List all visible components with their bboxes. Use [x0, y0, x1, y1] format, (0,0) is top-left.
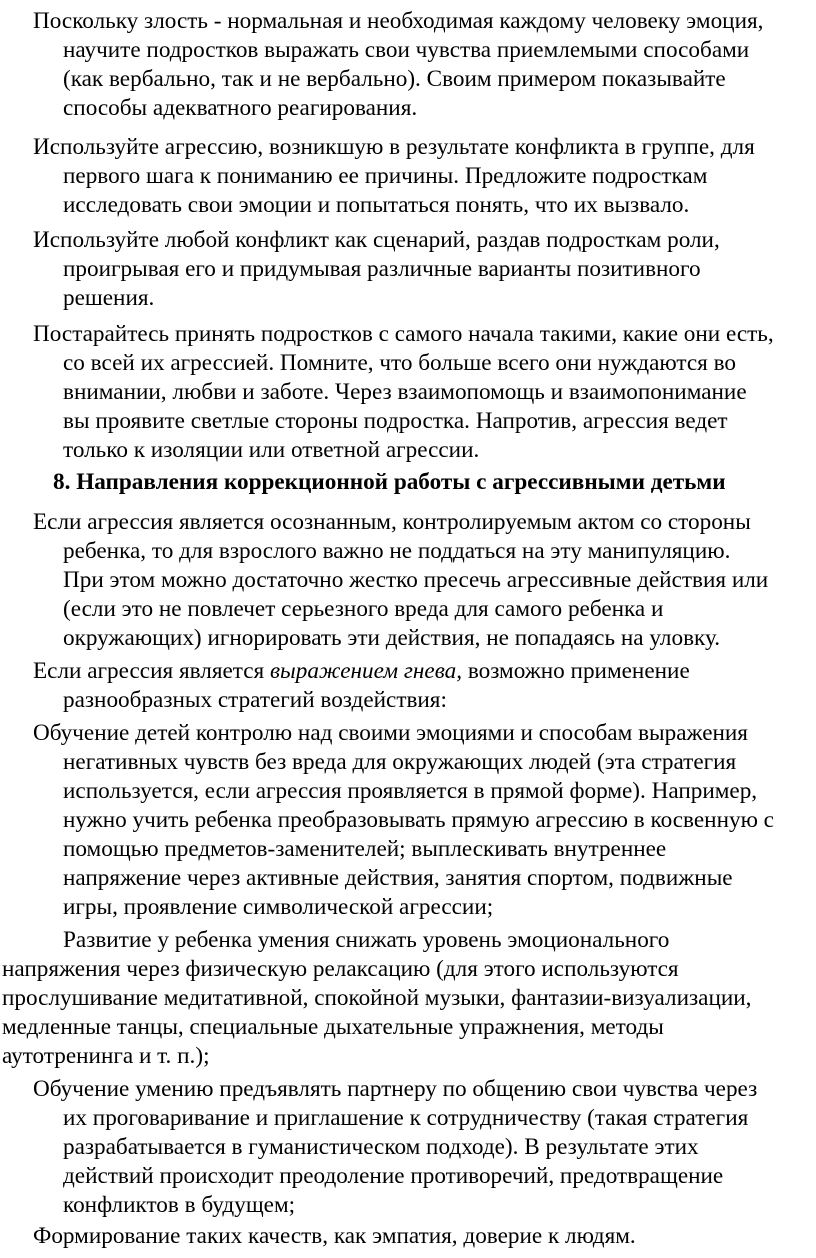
text-line: Используйте агрессию, возникшую в результате конфликта в группе, для — [33, 134, 755, 160]
text-line: При этом можно достаточно жестко пресечь агрессивные действия или — [63, 567, 769, 593]
text-line: проигрывая его и придумывая различные варианты позитивного — [63, 256, 701, 282]
italic-emphasis: выражением гнева, — [269, 658, 463, 684]
text-line: способы адекватного реагирования. — [63, 95, 418, 121]
text-line: Если агрессия является осознанным, контролируемым актом со стороны — [33, 509, 751, 535]
text-line: Обучение умению предъявлять партнеру по общению свои чувства через — [33, 1076, 758, 1102]
text-line: Поскольку злость - нормальная и необходимая каждому человеку эмоция, — [33, 8, 764, 34]
text-line: используется, если агрессия проявляется в прямой форме). Например, — [63, 778, 758, 804]
text-line: их проговаривание и приглашение к сотрудничеству (такая стратегия — [63, 1105, 749, 1131]
text-line: аутотренинга и т. п.); — [2, 1043, 210, 1069]
text-line: Обучение детей контролю над своими эмоциями и способам выражения — [33, 720, 748, 746]
text-line: прослушивание медитативной, спокойной музыки, фантазии-визуализации, — [2, 985, 752, 1011]
text-line: окружающих) игнорировать эти действия, не попадаясь на уловку. — [63, 625, 721, 651]
text-line: игры, проявление символической агрессии; — [63, 894, 494, 920]
text-line: вы проявите светлые стороны подростка. Напротив, агрессия ведет — [63, 408, 728, 434]
text-segment: возможно применение — [462, 658, 690, 684]
text-segment: Если агрессия является — [33, 658, 270, 684]
text-line: напряжения через физическую релаксацию (для этого используются — [2, 956, 679, 982]
text-line-mixed — [33, 657, 690, 685]
text-line: со всей их агрессией. Помните, что больше всего они нуждаются во — [63, 350, 736, 376]
text-line: разрабатывается в гуманистическом подходе). В результате этих — [63, 1134, 699, 1160]
text-line: медленные танцы, специальные дыхательные упражнения, методы — [2, 1014, 664, 1040]
text-line: научите подростков выражать свои чувства приемлемыми способами — [63, 37, 750, 63]
text-line: только к изоляции или ответной агрессии. — [63, 437, 480, 463]
heading-text: 8. Направления коррекционной работы с агрессивными детьми — [53, 469, 726, 495]
text-line: нужно учить ребенка преобразовывать прямую агрессию в косвенную с — [63, 807, 774, 833]
text-line: разнообразных стратегий воздействия: — [63, 687, 447, 713]
text-line: Используйте любой конфликт как сценарий, раздав подросткам роли, — [33, 227, 720, 253]
text-line: решения. — [63, 285, 155, 311]
text-line: внимании, любви и заботе. Через взаимопомощь и взаимопонимание — [63, 379, 747, 405]
text-line: негативных чувств без вреда для окружающих людей (эта стратегия — [63, 749, 737, 775]
text-line: конфликтов в будущем; — [63, 1192, 296, 1218]
text-line: напряжение через активные действия, занятия спортом, подвижные — [63, 865, 733, 891]
text-line: Развитие у ребенка умения снижать уровень эмоционального — [63, 927, 670, 953]
text-line: помощью предметов-заменителей; выплескивать внутреннее — [63, 836, 667, 862]
text-line: Постарайтесь принять подростков с самого начала такими, какие они есть, — [33, 321, 774, 347]
text-line: (как вербально, так и не вербально). Своим примером показывайте — [63, 66, 726, 92]
text-line: Формирование таких качеств, как эмпатия, доверие к людям. — [33, 1223, 636, 1249]
text-line: (если это не повлечет серьезного вреда для самого ребенка и — [63, 596, 664, 622]
text-line: первого шага к пониманию ее причины. Предложите подросткам — [63, 163, 708, 189]
text-line: ребенка, то для взрослого важно не поддаться на эту манипуляцию. — [63, 538, 731, 564]
text-line: действий происходит преодоление противоречий, предотвращение — [63, 1163, 724, 1189]
text-line: исследовать свои эмоции и попытаться понять, что их вызвало. — [63, 192, 690, 218]
